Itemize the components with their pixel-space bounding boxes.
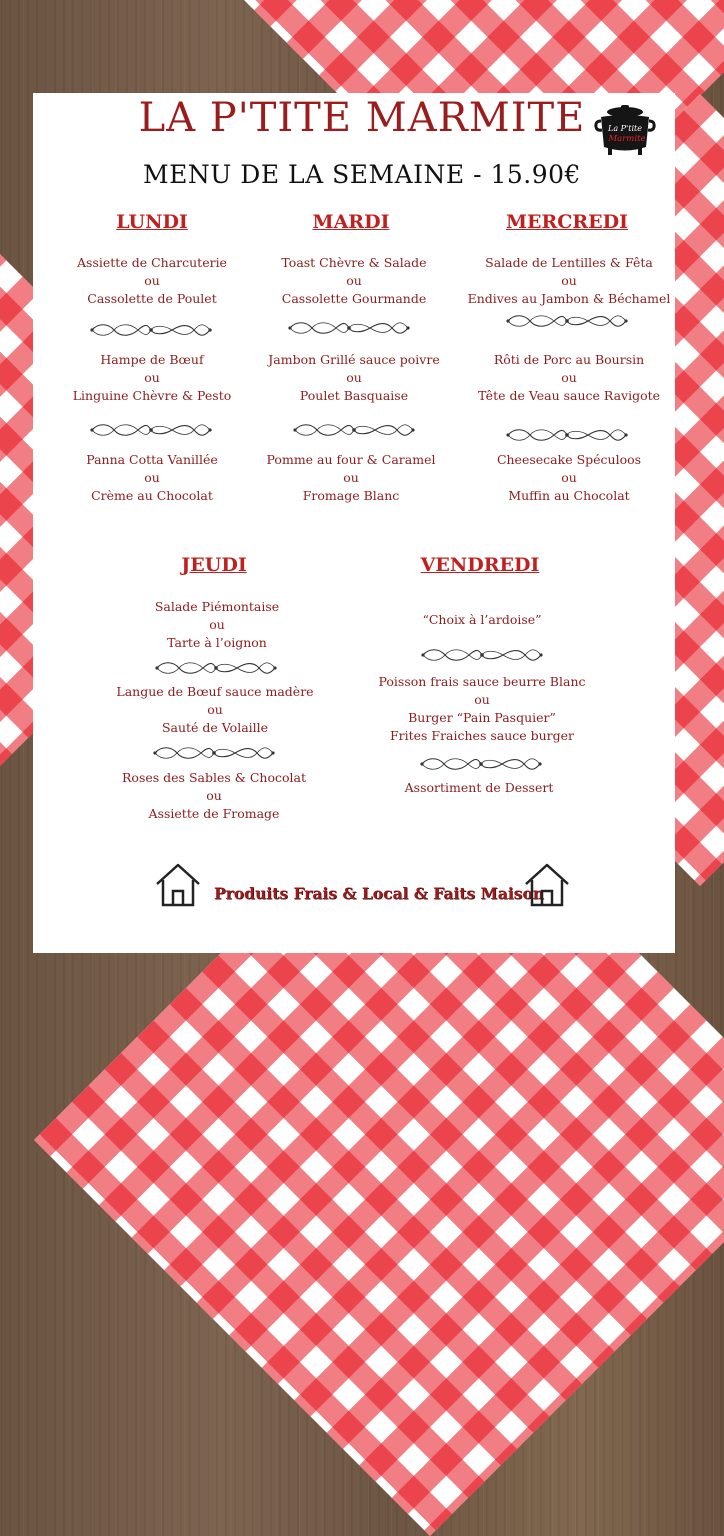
menu-or: ou xyxy=(346,273,362,288)
menu-item: Poisson frais sauce beurre Blanc xyxy=(378,674,586,689)
house-icon xyxy=(154,862,202,908)
flourish-divider xyxy=(88,422,214,438)
menu-item: Salade Piémontaise xyxy=(154,599,280,614)
flourish-divider xyxy=(419,647,545,663)
menu-or: ou xyxy=(144,470,160,485)
flourish-divider xyxy=(286,320,412,336)
menu-item: Pomme au four & Caramel xyxy=(266,452,436,467)
menu-item: Linguine Chèvre & Pesto xyxy=(72,388,232,403)
menu-item: Rôti de Porc au Boursin xyxy=(493,352,645,367)
flourish-divider xyxy=(504,313,630,329)
menu-or: ou xyxy=(209,617,225,632)
menu-item: Hampe de Bœuf xyxy=(100,352,204,367)
footer-tagline: Produits Frais & Local & Faits Maison xyxy=(214,884,544,903)
menu-or: ou xyxy=(474,692,490,707)
menu-item: Muffin au Chocolat xyxy=(508,488,630,503)
menu-or: ou xyxy=(343,470,359,485)
menu-item: Assiette de Charcuterie xyxy=(77,255,227,270)
menu-item: Tarte à l’oignon xyxy=(167,635,267,650)
menu-item: Endives au Jambon & Béchamel xyxy=(467,291,671,306)
day-heading-jeudi: JEUDI xyxy=(181,554,247,576)
cooking-pot-icon xyxy=(594,103,656,159)
menu-item: Poulet Basquaise xyxy=(299,388,409,403)
menu-item: Cassolette de Poulet xyxy=(87,291,217,306)
menu-subtitle: MENU DE LA SEMAINE - 15.90€ xyxy=(143,160,581,189)
menu-item: Roses des Sables & Chocolat xyxy=(122,770,306,785)
menu-item: Salade de Lentilles & Fêta xyxy=(485,255,653,270)
menu-item: Frites Fraiches sauce burger xyxy=(389,728,575,743)
day-heading-mardi: MARDI xyxy=(312,211,390,233)
menu-item: Langue de Bœuf sauce madère xyxy=(116,684,314,699)
flourish-divider xyxy=(418,756,544,772)
menu-or: ou xyxy=(561,470,577,485)
menu-item: Sauté de Volaille xyxy=(161,720,269,735)
logo-text-line1: La P'tite xyxy=(608,124,642,133)
flourish-divider xyxy=(291,422,417,438)
menu-item: Cheesecake Spéculoos xyxy=(496,452,642,467)
restaurant-name: LA P'TITE MARMITE xyxy=(138,95,586,141)
menu-item: “Choix à l’ardoise” xyxy=(422,612,542,627)
menu-or: ou xyxy=(207,702,223,717)
menu-item: Burger “Pain Pasquier” xyxy=(408,710,556,725)
menu-item: Cassolette Gourmande xyxy=(281,291,427,306)
menu-item: Jambon Grillé sauce poivre xyxy=(268,352,440,367)
menu-or: ou xyxy=(346,370,362,385)
flourish-divider xyxy=(88,322,214,338)
flourish-divider xyxy=(504,427,630,443)
menu-item: Fromage Blanc xyxy=(302,488,400,503)
menu-or: ou xyxy=(561,273,577,288)
day-heading-lundi: LUNDI xyxy=(116,211,188,233)
logo-text-line2: Marmite xyxy=(608,134,646,144)
day-heading-vendredi: VENDREDI xyxy=(420,554,540,576)
menu-item: Assiette de Fromage xyxy=(148,806,280,821)
menu-item: Tête de Veau sauce Ravigote xyxy=(477,388,661,403)
menu-item: Crème au Chocolat xyxy=(91,488,213,503)
house-icon xyxy=(523,862,571,908)
menu-or: ou xyxy=(144,273,160,288)
menu-item: Panna Cotta Vanillée xyxy=(86,452,218,467)
flourish-divider xyxy=(151,745,277,761)
menu-or: ou xyxy=(144,370,160,385)
flourish-divider xyxy=(153,660,279,676)
menu-item: Assortiment de Dessert xyxy=(404,780,554,795)
menu-or: ou xyxy=(561,370,577,385)
menu-item: Toast Chèvre & Salade xyxy=(281,255,427,270)
day-heading-mercredi: MERCREDI xyxy=(505,211,629,233)
menu-or: ou xyxy=(206,788,222,803)
